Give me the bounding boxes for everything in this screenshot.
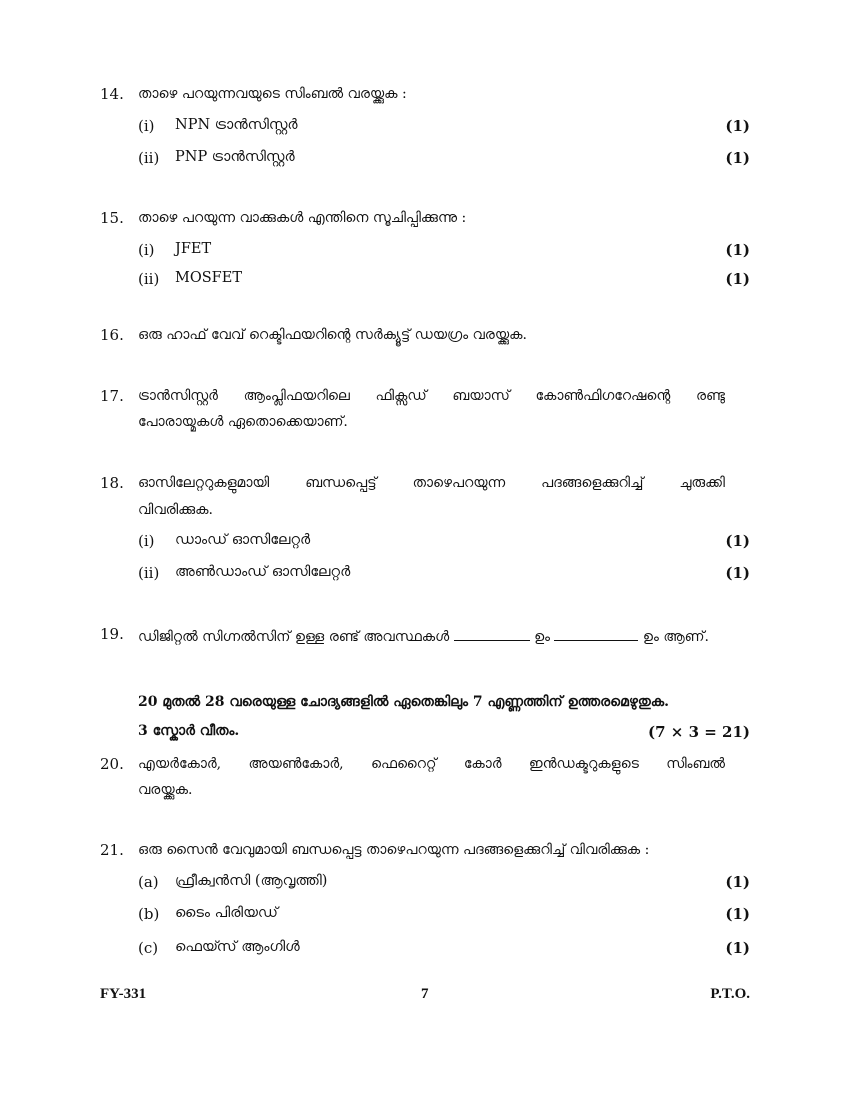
subitem-text: ടൈം പിരിയഡ് bbox=[175, 905, 278, 921]
subitem-mark: (1) bbox=[725, 117, 750, 135]
subitem-mark: (1) bbox=[725, 564, 750, 582]
subitem-text: അൺഡാംഡ് ഓസിലേറ്റർ bbox=[175, 564, 351, 580]
question-number: 18. bbox=[100, 474, 124, 492]
subitem-mark: (1) bbox=[725, 873, 750, 891]
subitem-label: (i) bbox=[138, 532, 155, 550]
question-text: താഴെ പറയുന്ന വാക്കുകൾ എന്തിനെ സൂചിപ്പിക്കുന്നു : bbox=[138, 210, 467, 226]
question-text: ഒരു സൈൻ വേവുമായി ബന്ധപ്പെട്ട താഴെപറയുന്ന പദങ്ങളെക്കുറിച്ച് വിവരിക്കുക : bbox=[138, 842, 650, 858]
section-instruction: 20 മുതൽ 28 വരെയുള്ള ചോദ്യങ്ങളിൽ ഏതെങ്കിലും 7 എണ്ണത്തിന് ഉത്തരമെഴുതുക. bbox=[138, 694, 670, 710]
word: താഴെപറയുന്ന bbox=[412, 475, 506, 491]
subitem-text: NPN ട്രാൻസിസ്റ്റർ bbox=[175, 117, 298, 133]
word: രണ്ടു bbox=[695, 388, 725, 404]
word: കോർ bbox=[463, 756, 502, 772]
subitem-label: (b) bbox=[138, 905, 160, 923]
subitem-text: ഫ്രീക്വൻസി (ആവൃത്തി) bbox=[175, 873, 328, 889]
word: ട്രാൻസിസ്റ്റർ bbox=[138, 388, 218, 404]
question-text-line bbox=[138, 475, 725, 491]
subitem-label: (ii) bbox=[138, 149, 160, 167]
subitem-text: ഡാംഡ് ഓസിലേറ്റർ bbox=[175, 532, 311, 548]
question-text-line: വിവരിക്കുക. bbox=[138, 502, 213, 518]
word: എയർകോർ, bbox=[138, 756, 222, 772]
subitem-text: ഫെയ്സ് ആംഗിൾ bbox=[175, 939, 300, 955]
question-text: ഉം bbox=[534, 629, 551, 645]
paper-code: FY-331 bbox=[100, 986, 147, 1002]
subitem-label: (i) bbox=[138, 241, 155, 259]
please-turn-over: P.T.O. bbox=[710, 986, 750, 1002]
page-number: 7 bbox=[421, 986, 429, 1002]
word: അയൺകോർ, bbox=[248, 756, 344, 772]
question-text-line bbox=[138, 756, 725, 772]
question-number: 16. bbox=[100, 326, 124, 344]
word: ചുരുക്കി bbox=[679, 475, 725, 491]
subitem-label: (a) bbox=[138, 873, 159, 891]
subitem-mark: (1) bbox=[725, 532, 750, 550]
question-number: 19. bbox=[100, 625, 124, 643]
word: സിംബൽ bbox=[666, 756, 725, 772]
question-text-line: വരയ്ക്കുക. bbox=[138, 782, 193, 798]
subitem-mark: (1) bbox=[725, 905, 750, 923]
question-text: ഡിജിറ്റൽ സിഗ്നൽസിന് ഉള്ള രണ്ട് അവസ്ഥകൾ bbox=[138, 629, 450, 645]
question-text-line bbox=[138, 388, 725, 404]
word: കോൺഫിഗറേഷന്റെ bbox=[535, 388, 671, 404]
answer-blank bbox=[554, 626, 638, 641]
question-number: 17. bbox=[100, 387, 124, 405]
question-text: താഴെ പറയുന്നവയുടെ സിംബൽ വരയ്ക്കുക : bbox=[138, 86, 407, 102]
subitem-mark: (1) bbox=[725, 241, 750, 259]
subitem-label: (i) bbox=[138, 117, 155, 135]
subitem-text: MOSFET bbox=[175, 270, 242, 286]
question-text: ഉം ആണ്. bbox=[642, 629, 709, 645]
question-number: 15. bbox=[100, 209, 124, 227]
subitem-text: JFET bbox=[175, 241, 212, 257]
subitem-label: (c) bbox=[138, 939, 159, 957]
section-score-note: 3 സ്കോർ വീതം. bbox=[138, 723, 240, 739]
word: ഓസിലേറ്ററുകളുമായി bbox=[138, 475, 270, 491]
word: ഫിക്സഡ് bbox=[375, 388, 427, 404]
word: ഇൻഡക്ടറുകളുടെ bbox=[528, 756, 639, 772]
word: ബന്ധപ്പെട്ട് bbox=[305, 475, 377, 491]
subitem-mark: (1) bbox=[725, 149, 750, 167]
subitem-text: PNP ട്രാൻസിസ്റ്റർ bbox=[175, 149, 295, 165]
word: ആംപ്ലിഫയറിലെ bbox=[243, 388, 350, 404]
subitem-mark: (1) bbox=[725, 939, 750, 957]
question-number: 14. bbox=[100, 85, 124, 103]
question-text-line: പോരായ്മകൾ ഏതൊക്കെയാണ്. bbox=[138, 414, 348, 430]
subitem-label: (ii) bbox=[138, 564, 160, 582]
subitem-label: (ii) bbox=[138, 270, 160, 288]
question-text: ഒരു ഹാഫ് വേവ് റെക്ടിഫയറിന്റെ സർക്യൂട്ട് ഡയഗ്രം വരയ്ക്കുക. bbox=[138, 327, 527, 343]
question-number: 21. bbox=[100, 841, 124, 859]
word: ഫെറൈറ്റ് bbox=[370, 756, 437, 772]
fill-in-question bbox=[138, 626, 709, 645]
section-marks: (7 × 3 = 21) bbox=[648, 723, 750, 741]
answer-blank bbox=[454, 626, 530, 641]
word: ബയാസ് bbox=[452, 388, 510, 404]
subitem-mark: (1) bbox=[725, 270, 750, 288]
question-number: 20. bbox=[100, 755, 124, 773]
word: പദങ്ങളെക്കുറിച്ച് bbox=[541, 475, 644, 491]
